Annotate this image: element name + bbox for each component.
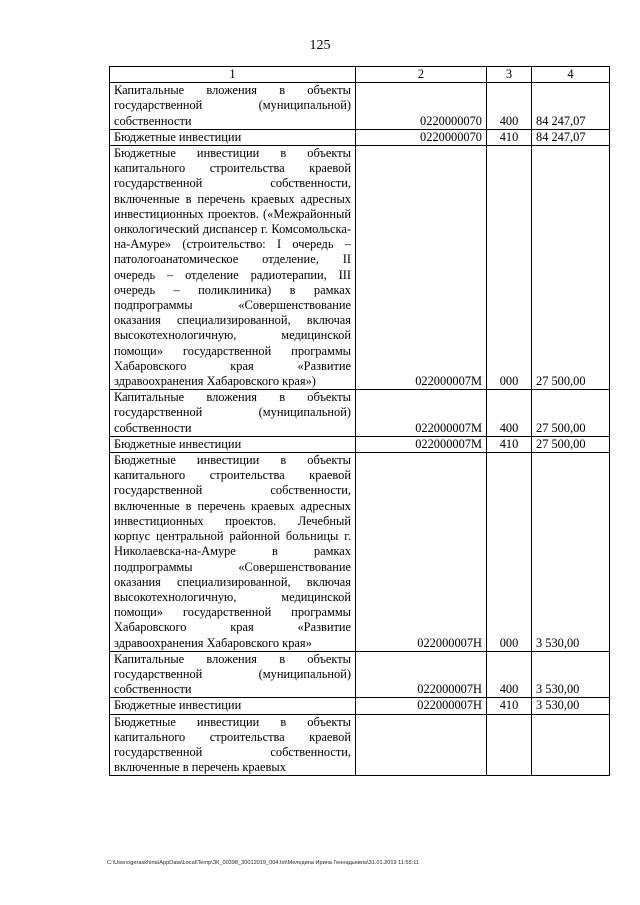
table-row: [110, 390, 610, 437]
expense-type-cell: 410: [487, 698, 532, 714]
target-code-cell: 022000007M: [356, 146, 487, 390]
row-name-cell: Капитальные вложения в объекты государственной (муниципальной) собственности: [110, 83, 356, 130]
page-number: 125: [309, 38, 331, 53]
amount-cell: 27 500,00: [532, 436, 610, 452]
amount-cell: 27 500,00: [532, 146, 610, 390]
table-row: [110, 83, 610, 130]
target-code-cell: 0220000070: [356, 129, 487, 145]
table-header-row: [110, 67, 610, 83]
amount-cell: 3 530,00: [532, 651, 610, 698]
table-row: [110, 129, 610, 145]
amount-cell: 3 530,00: [532, 453, 610, 652]
row-name-cell: Бюджетные инвестиции в объекты капитального строительства краевой государственной собственности, включенные в перечень краевых: [110, 714, 356, 776]
table-row: [110, 651, 610, 698]
table-row: [110, 146, 610, 390]
budget-table: [109, 66, 610, 776]
column-header-4: 4: [532, 67, 610, 83]
target-code-cell: 022000007H: [356, 651, 487, 698]
table-row: [110, 698, 610, 714]
amount-cell: 84 247,07: [532, 83, 610, 130]
column-header-2: 2: [356, 67, 487, 83]
file-path-footer: C:\Users\geraskhina\AppData\Local\Temp\ЗК_00398_30012019_004.txt\Меледина Ирина Геннадьевна\31.01.2019 11:55:11: [107, 860, 420, 866]
table-row: [110, 714, 610, 776]
table-row: [110, 453, 610, 652]
row-name-cell: Бюджетные инвестиции в объекты капитального строительства краевой государственной собственности, включенные в перечень краевых адресных инвестиционных проектов. («Межрайонный онкологический диспансер г. Комсомольска-на-Амуре» (строительство: I очередь – патологоанатомическое отделение, II очередь – отделение радиотерапии, III очередь – поликлиника) в рамках подпрограммы «Совершенствование оказания специализированной, включая высокотехнологичную, медицинской помощи» государственной программы Хабаровского края «Развитие здравоохранения Хабаровского края»): [110, 146, 356, 390]
target-code-cell: 0220000070: [356, 83, 487, 130]
column-header-1: 1: [110, 67, 356, 83]
row-name-cell: Капитальные вложения в объекты государственной (муниципальной) собственности: [110, 390, 356, 437]
row-name-cell: Бюджетные инвестиции: [110, 698, 356, 714]
amount-cell: [532, 714, 610, 776]
target-code-cell: 022000007H: [356, 453, 487, 652]
amount-cell: 84 247,07: [532, 129, 610, 145]
target-code-cell: 022000007M: [356, 390, 487, 437]
expense-type-cell: 400: [487, 83, 532, 130]
target-code-cell: 022000007M: [356, 436, 487, 452]
expense-type-cell: 410: [487, 436, 532, 452]
row-name-cell: Капитальные вложения в объекты государственной (муниципальной) собственности: [110, 651, 356, 698]
target-code-cell: 022000007H: [356, 698, 487, 714]
expense-type-cell: 000: [487, 453, 532, 652]
expense-type-cell: [487, 714, 532, 776]
expense-type-cell: 000: [487, 146, 532, 390]
row-name-cell: Бюджетные инвестиции в объекты капитального строительства краевой государственной собственности, включенные в перечень краевых адресных инвестиционных проектов. Лечебный корпус центральной районной больницы г. Николаевска-на-Амуре в рамках подпрограммы «Совершенствование оказания специализированной, включая высокотехнологичную, медицинской помощи» государственной программы Хабаровского края «Развитие здравоохранения Хабаровского края»: [110, 453, 356, 652]
expense-type-cell: 400: [487, 390, 532, 437]
amount-cell: 3 530,00: [532, 698, 610, 714]
expense-type-cell: 400: [487, 651, 532, 698]
table-row: [110, 436, 610, 452]
row-name-cell: Бюджетные инвестиции: [110, 436, 356, 452]
column-header-3: 3: [487, 67, 532, 83]
row-name-cell: Бюджетные инвестиции: [110, 129, 356, 145]
amount-cell: 27 500,00: [532, 390, 610, 437]
expense-type-cell: 410: [487, 129, 532, 145]
target-code-cell: [356, 714, 487, 776]
